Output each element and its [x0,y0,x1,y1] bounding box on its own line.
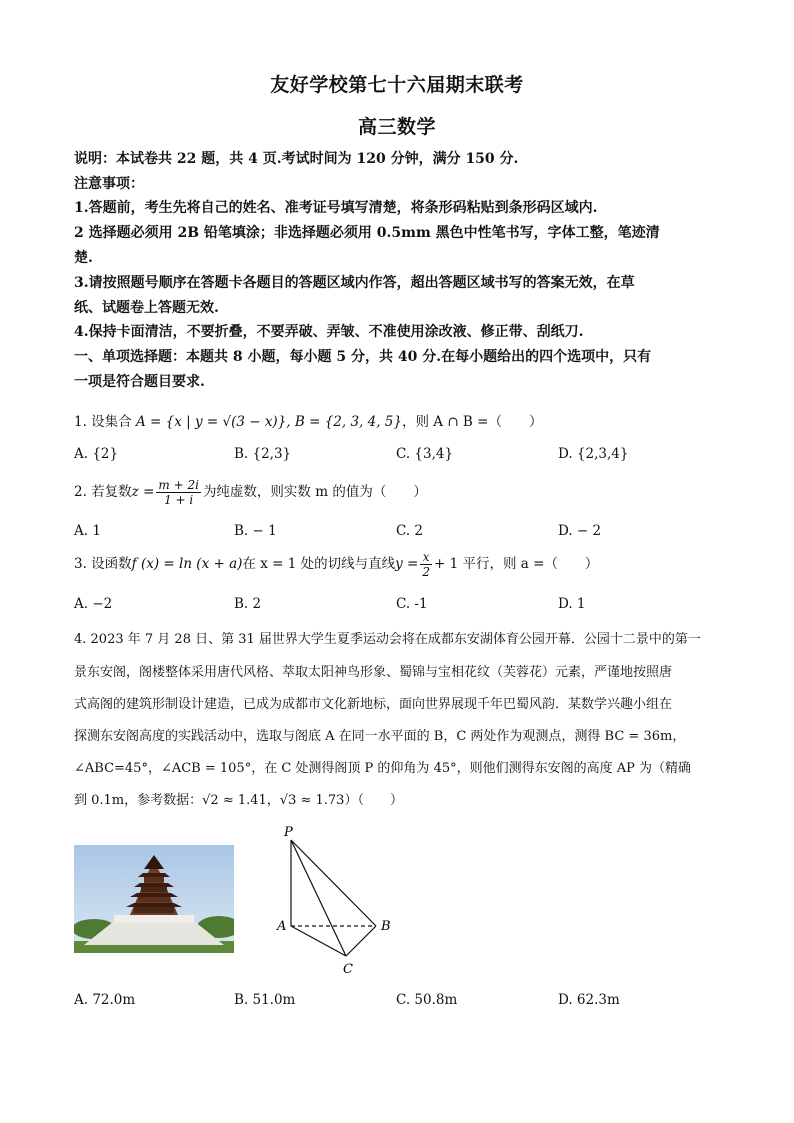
note-item-3-line2: 纸、试题卷上答题无效. [74,300,219,316]
q3-prefix: 3. 设函数 [74,556,132,572]
q4-option-a: A. 72.0m [74,992,136,1008]
notes-heading: 注意事项： [74,176,144,192]
intro-note: 说明：本试卷共 22 题，共 4 页.考试时间为 120 分钟，满分 150 分. [74,151,519,167]
q4-line-5: ∠ABC=45°，∠ACB = 105°，在 C 处测得阁顶 P 的仰角为 45°，则他们测得东安阁的高度 AP 为（精确 [74,761,692,776]
q1-option-a: A. {2} [74,446,119,462]
exam-title: 友好学校第七十六届期末联考 [270,74,524,96]
edge-bc [346,926,376,956]
q4-line-3: 式高阁的建筑形制设计建造，已成为成都市文化新地标，面向世界展现千年巴蜀风韵．某数学兴趣小组在 [74,697,673,712]
note-item-4: 4.保持卡面清洁，不要折叠，不要弄破、弄皱、不准使用涂改液、修正带、刮纸刀. [74,324,584,340]
question-1 [74,410,542,430]
q3-option-d: D. 1 [558,596,586,612]
note-item-2-line2: 楚. [74,250,93,266]
q2-denominator: 1 + i [164,493,194,507]
q3-mid: 在 x = 1 处的切线与直线 [242,556,396,572]
q4-option-b: B. 51.0m [234,992,296,1008]
q3-option-c: C. -1 [396,596,428,612]
question-2 [74,478,427,507]
q2-option-d: D. − 2 [558,523,602,539]
question-3 [74,550,598,579]
q3-plus: + 1 平行，则 a =（ ） [433,556,599,572]
label-a: A [277,919,287,934]
q4-option-c: C. 50.8m [396,992,458,1008]
edge-pc [291,840,346,956]
q1-prefix: 1. 设集合 [74,414,132,430]
note-item-2-line1: 2 选择题必须用 2B 铅笔填涂；非选择题必须用 0.5mm 黑色中性笔书写，字体工整，笔迹清 [74,225,660,241]
q4-line-6: 到 0.1m，参考数据：√2 ≈ 1.41，√3 ≈ 1.73）（ ） [74,793,403,808]
q2-fraction [156,478,201,507]
q2-prefix: 2. 若复数 [74,484,132,500]
label-p: P [284,825,293,840]
q1-set-b: , B = {2, 3, 4, 5} [286,414,402,430]
q3-numerator: x [420,550,432,565]
edge-pb [291,840,376,926]
exam-subtitle: 高三数学 [357,116,436,138]
q4-line-2: 景东安阁，阁楼整体采用唐代风格、萃取太阳神鸟形象、蜀锦与宝相花纹（芙蓉花）元素，严谨地按照唐 [74,665,673,680]
pyramid-diagram [276,822,400,978]
q2-numerator: m + 2i [158,478,199,492]
q1-tail: ，则 A ∩ B =（ ） [401,414,543,430]
note-item-1: 1.答题前，考生先将自己的姓名、准考证号填写清楚，将条形码粘贴到条形码区域内. [74,200,598,216]
q1-option-d: D. {2,3,4} [558,446,629,462]
q1-set-a: A = {x | y = √(3 − x)} [135,414,287,430]
pavilion-photo [74,845,234,953]
note-item-3-line1: 3.请按照题号顺序在答题卡各题目的答题区域内作答，超出答题区域书写的答案无效，在草 [74,275,635,291]
section-heading-line1: 一、单项选择题：本题共 8 小题，每小题 5 分，共 40 分.在每小题给出的四个选项中，只有 [74,349,652,365]
q3-y: y = [395,556,419,572]
q4-line-1: 4. 2023 年 7 月 28 日、第 31 届世界大学生夏季运动会将在成都东安湖体育公园开幕．公园十二景中的第一 [74,632,701,647]
label-c: C [343,962,353,977]
q2-option-c: C. 2 [396,523,424,539]
q3-option-a: A. −2 [74,596,113,612]
q2-tail: 为纯虚数，则实数 m 的值为（ ） [202,484,427,500]
q4-line-4: 探测东安阁高度的实践活动中，选取与阁底 A 在同一水平面的 B，C 两处作为观测点，测得 BC = 36m， [74,729,686,744]
q1-option-c: C. {3,4} [396,446,454,462]
q2-option-b: B. − 1 [234,523,277,539]
q1-option-b: B. {2,3} [234,446,292,462]
q3-fraction [420,550,432,579]
section-heading-line2: 一项是符合题目要求. [74,374,205,390]
edge-ac [291,926,346,956]
label-b: B [381,919,391,934]
q3-option-b: B. 2 [234,596,262,612]
q3-function: f (x) = ln (x + a) [131,556,243,572]
q3-denominator: 2 [422,565,430,579]
q2-option-a: A. 1 [74,523,101,539]
q4-option-d: D. 62.3m [558,992,620,1008]
q2-z: z = [131,484,155,500]
